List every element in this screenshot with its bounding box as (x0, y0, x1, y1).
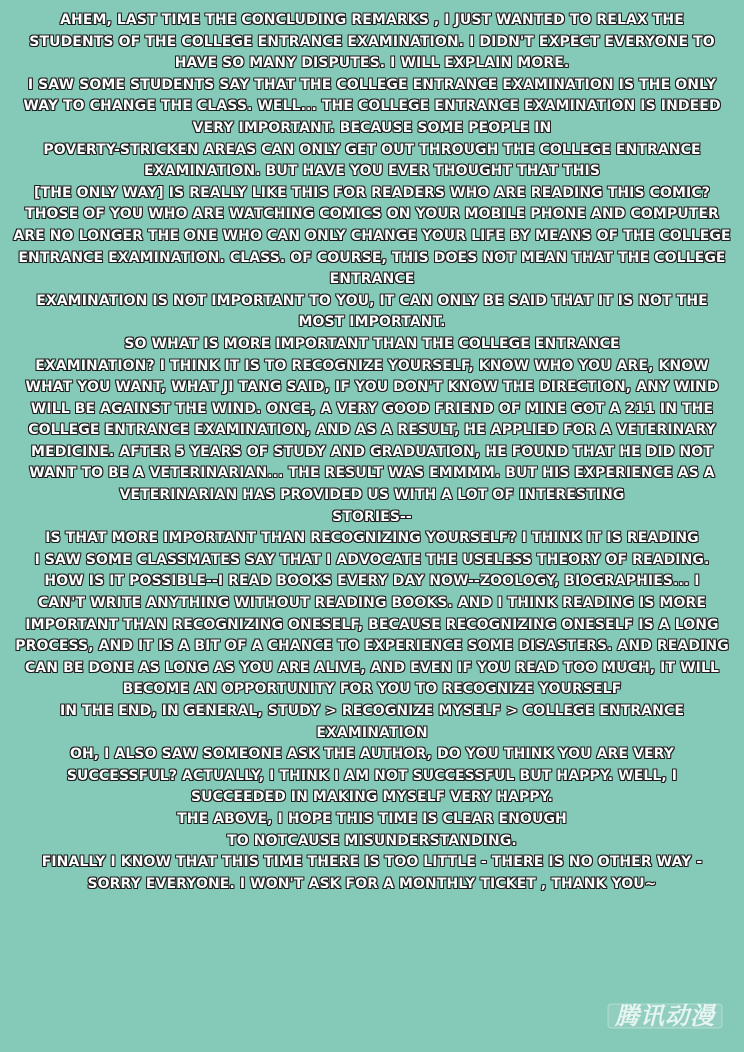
text-line: CAN'T WRITE ANYTHING WITHOUT READING BOOKS. AND I THINK READING IS MORE (37, 595, 707, 612)
text-line: CAN BE DONE AS LONG AS YOU ARE ALIVE, AND EVEN IF YOU READ TOO MUCH, IT WILL (24, 659, 719, 676)
text-line: HAVE SO MANY DISPUTES. I WILL EXPLAIN MORE. (174, 55, 570, 72)
text-line: ENTRANCE (329, 271, 415, 288)
text-line: COLLEGE ENTRANCE EXAMINATION, AND AS A RESULT, HE APPLIED FOR A VETERINARY (28, 422, 716, 439)
text-line: SUCCEEDED IN MAKING MYSELF VERY HAPPY. (190, 789, 554, 806)
text-line: MOST IMPORTANT. (298, 314, 446, 331)
text-line: IMPORTANT THAN RECOGNIZING ONESELF, BECAUSE RECOGNIZING ONESELF IS A LONG (25, 616, 719, 633)
text-line: SORRY EVERYONE. I WON'T ASK FOR A MONTHLY TICKET , THANK YOU~ (87, 875, 657, 892)
text-line: THOSE OF YOU WHO ARE WATCHING COMICS ON YOUR MOBILE PHONE AND COMPUTER (25, 206, 719, 223)
text-line: VERY IMPORTANT. BECAUSE SOME PEOPLE IN (192, 119, 552, 136)
text-line: [THE ONLY WAY] IS REALLY LIKE THIS FOR READERS WHO ARE READING THIS COMIC? (34, 184, 710, 201)
text-line: HOW IS IT POSSIBLE--I READ BOOKS EVERY DAY NOW--ZOOLOGY, BIOGRAPHIES... I (44, 573, 700, 590)
text-line: TO NOTCAUSE MISUNDERSTANDING. (227, 832, 517, 849)
text-line: THE ABOVE, I HOPE THIS TIME IS CLEAR ENOUGH (177, 810, 567, 827)
text-line: I SAW SOME CLASSMATES SAY THAT I ADVOCATE THE USELESS THEORY OF READING. (34, 551, 710, 568)
watermark-text: 腾讯动漫 (615, 1002, 715, 1030)
text-line: VETERINARIAN HAS PROVIDED US WITH A LOT OF INTERESTING (119, 487, 625, 504)
text-line: EXAMINATION IS NOT IMPORTANT TO YOU, IT CAN ONLY BE SAID THAT IT IS NOT THE (36, 292, 708, 309)
text-line: SO WHAT IS MORE IMPORTANT THAN THE COLLEGE ENTRANCE (124, 335, 620, 352)
text-line: IS THAT MORE IMPORTANT THAN RECOGNIZING YOURSELF? I THINK IT IS READING (45, 530, 699, 547)
text-line: WANT TO BE A VETERINARIAN... THE RESULT WAS EMMMM. BUT HIS EXPERIENCE AS A (29, 465, 715, 482)
text-line: BECOME AN OPPORTUNITY FOR YOU TO RECOGNIZE YOURSELF (122, 681, 622, 698)
text-line: AHEM, LAST TIME THE CONCLUDING REMARKS , I JUST WANTED TO RELAX THE (60, 12, 684, 28)
afterword-text (10, 10, 734, 895)
text-line: EXAMINATION (316, 724, 428, 741)
text-line: WILL BE AGAINST THE WIND. ONCE, A VERY GOOD FRIEND OF MINE GOT A 211 IN THE (30, 400, 714, 417)
text-line: MEDICINE. AFTER 5 YEARS OF STUDY AND GRADUATION, HE FOUND THAT HE DID NOT (31, 443, 713, 460)
text-line: STUDENTS OF THE COLLEGE ENTRANCE EXAMINATION. I DIDN'T EXPECT EVERYONE TO (29, 33, 715, 50)
text-line: POVERTY-STRICKEN AREAS CAN ONLY GET OUT THROUGH THE COLLEGE ENTRANCE (43, 141, 701, 158)
text-line: FINALLY I KNOW THAT THIS TIME THERE IS TOO LITTLE - THERE IS NO OTHER WAY - (41, 854, 703, 871)
text-line: IN THE END, IN GENERAL, STUDY > RECOGNIZE MYSELF > COLLEGE ENTRANCE (59, 703, 685, 719)
text-line: EXAMINATION? I THINK IT IS TO RECOGNIZE YOURSELF, KNOW WHO YOU ARE, KNOW (35, 357, 709, 374)
text-line: ENTRANCE EXAMINATION. CLASS. OF COURSE, THIS DOES NOT MEAN THAT THE COLLEGE (18, 249, 726, 266)
text-line: OH, I ALSO SAW SOMEONE ASK THE AUTHOR, DO YOU THINK YOU ARE VERY (69, 746, 675, 763)
text-line: WHAT YOU WANT, WHAT JI TANG SAID, IF YOU DON'T KNOW THE DIRECTION, ANY WIND (25, 379, 719, 396)
text-line: ARE NO LONGER THE ONE WHO CAN ONLY CHANGE YOUR LIFE BY MEANS OF THE COLLEGE (13, 227, 731, 244)
text-line: I SAW SOME STUDENTS SAY THAT THE COLLEGE ENTRANCE EXAMINATION IS THE ONLY (27, 76, 717, 93)
text-line: EXAMINATION. BUT HAVE YOU EVER THOUGHT THAT THIS (143, 163, 601, 180)
text-line: PROCESS, AND IT IS A BIT OF A CHANCE TO EXPERIENCE SOME DISASTERS. AND READING (15, 638, 729, 655)
text-line: STORIES-- (332, 508, 412, 525)
tencent-comics-watermark (606, 1000, 724, 1032)
text-line: WAY TO CHANGE THE CLASS. WELL... THE COLLEGE ENTRANCE EXAMINATION IS INDEED (23, 98, 721, 115)
text-line: SUCCESSFUL? ACTUALLY, I THINK I AM NOT SUCCESSFUL BUT HAPPY. WELL, I (66, 767, 678, 784)
